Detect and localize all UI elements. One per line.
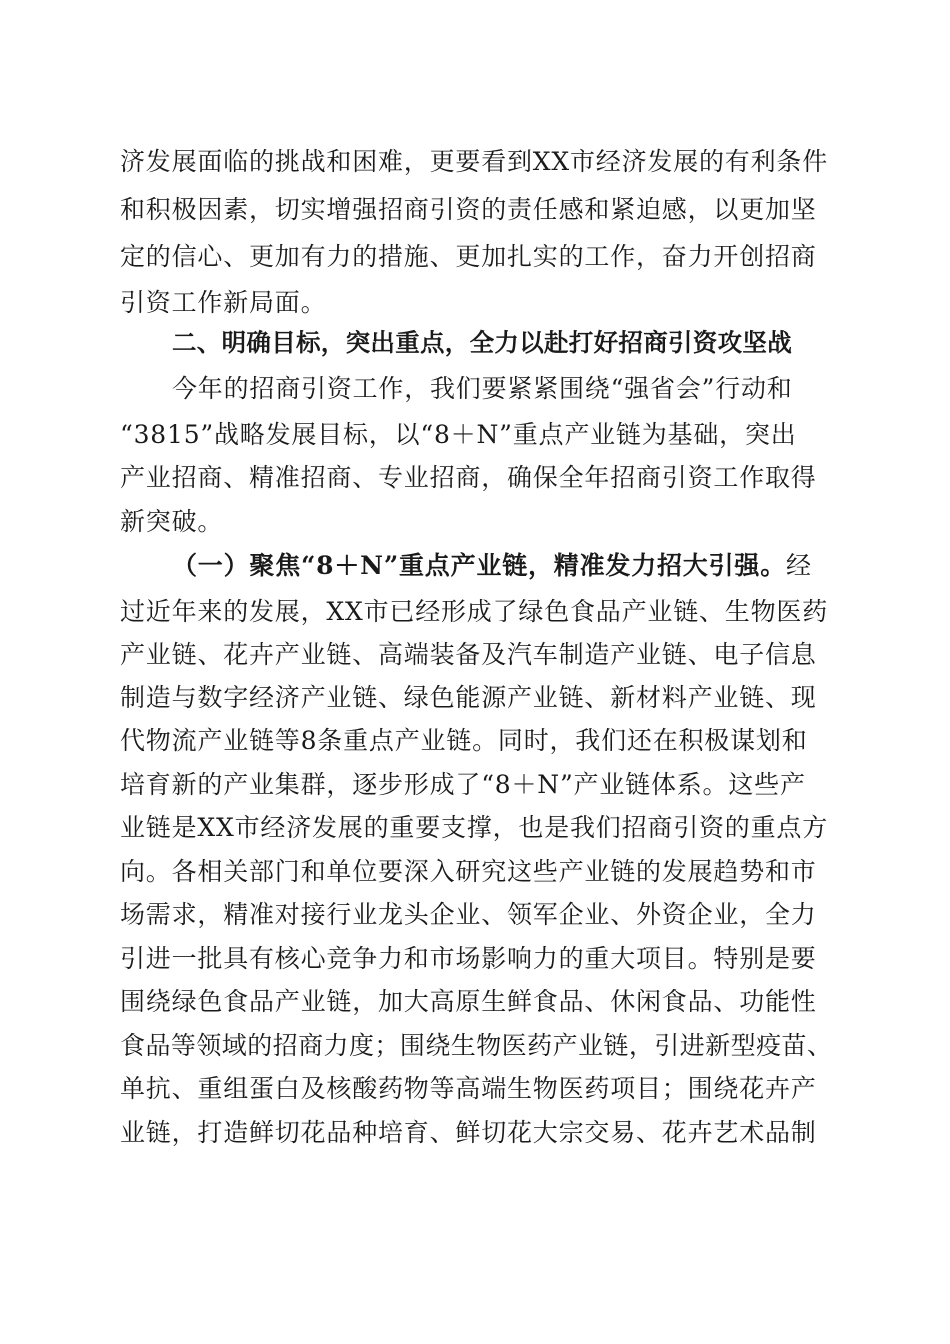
text-line: 业链，打造鲜切花品种培育、鲜切花大宗交易、花卉艺术品制: [120, 1118, 817, 1147]
text-line: 食品等领域的招商力度；围绕生物医药产业链，引进新型疫苗、: [120, 1031, 833, 1060]
text-line: “3815”战略发展目标，以“8＋N”重点产业链为基础，突出: [120, 420, 797, 449]
text-line: 和积极因素，切实增强招商引资的责任感和紧迫感，以更加坚: [120, 195, 817, 224]
text-line: 代物流产业链等8条重点产业链。同时，我们还在积极谋划和: [120, 726, 808, 755]
text-line: 培育新的产业集群，逐步形成了“8＋N”产业链体系。这些产: [120, 770, 806, 799]
section-heading: 二、明确目标，突出重点，全力以赴打好招商引资攻坚战: [172, 328, 792, 357]
text-line: 新突破。: [120, 507, 224, 536]
text-line: 向。各相关部门和单位要深入研究这些产业链的发展趋势和市: [120, 857, 817, 886]
subsection-first-line: [172, 549, 812, 583]
text-line: 产业招商、精准招商、专业招商，确保全年招商引资工作取得: [120, 463, 817, 492]
text-line: 围绕绿色食品产业链，加大高原生鲜食品、休闲食品、功能性: [120, 987, 817, 1016]
text-line: 产业链、花卉产业链、高端装备及汽车制造产业链、电子信息: [120, 640, 817, 669]
text-line: 引资工作新局面。: [120, 288, 327, 317]
subsection-first-line-tail: 经: [786, 551, 812, 580]
text-line: 制造与数字经济产业链、绿色能源产业链、新材料产业链、现: [120, 683, 817, 712]
text-line: 今年的招商引资工作，我们要紧紧围绕“强省会”行动和: [172, 374, 793, 403]
text-line: 单抗、重组蛋白及核酸药物等高端生物医药项目；围绕花卉产: [120, 1074, 817, 1103]
text-line: 济发展面临的挑战和困难，更要看到XX市经济发展的有利条件: [120, 147, 828, 176]
subsection-title: （一）聚焦“8＋N”重点产业链，精准发力招大引强。: [172, 551, 787, 580]
text-line: 定的信心、更加有力的措施、更加扎实的工作，奋力开创招商: [120, 242, 817, 271]
text-line: 引进一批具有核心竞争力和市场影响力的重大项目。特别是要: [120, 944, 817, 973]
text-line: 过近年来的发展，XX市已经形成了绿色食品产业链、生物医药: [120, 597, 828, 626]
text-line: 业链是XX市经济发展的重要支撑，也是我们招商引资的重点方: [120, 813, 828, 842]
text-line: 场需求，精准对接行业龙头企业、领军企业、外资企业，全力: [120, 900, 817, 929]
